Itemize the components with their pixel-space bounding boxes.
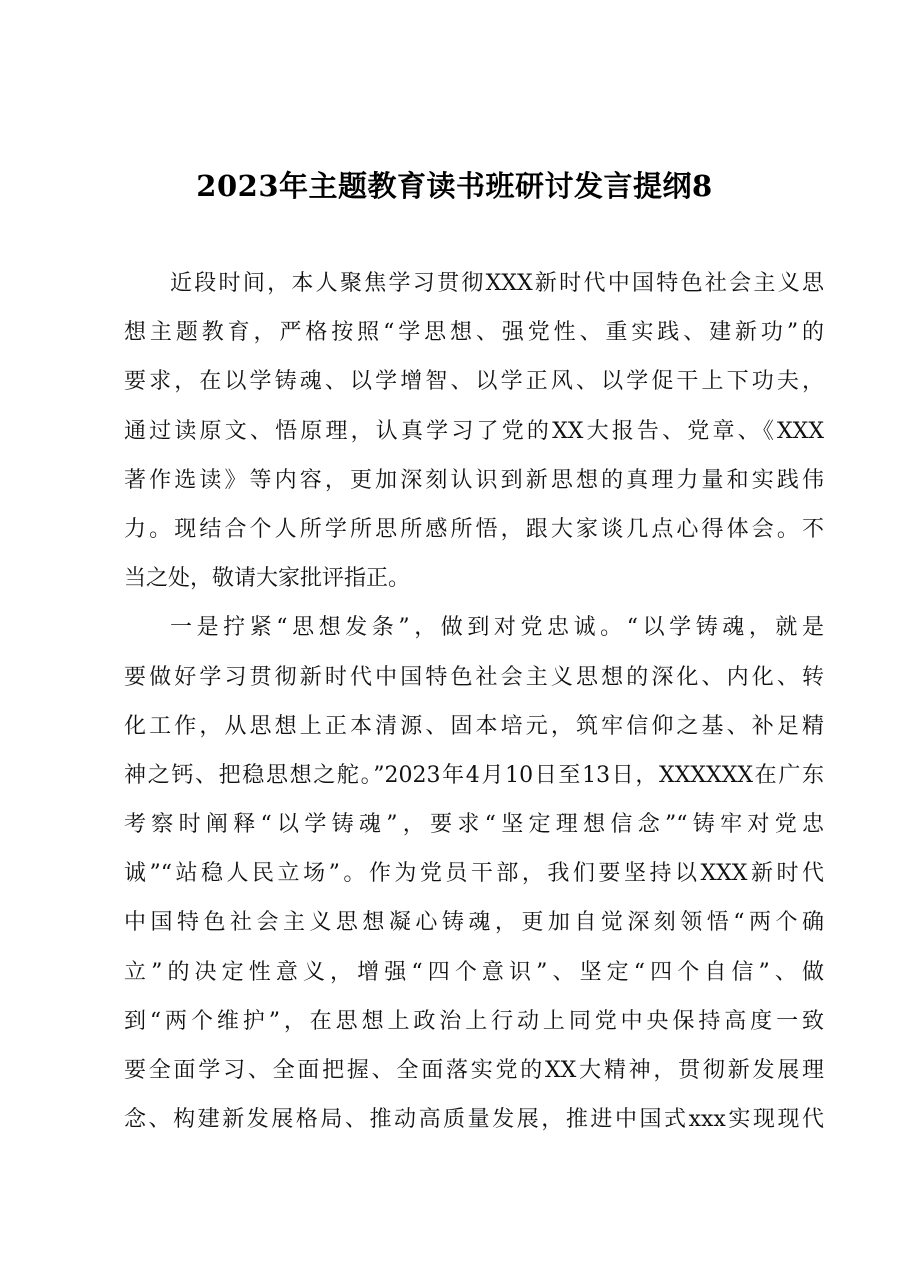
paragraph-line: 著作选读》等内容，更加深刻认识到新思想的真理力量和实践伟 <box>124 467 824 493</box>
paragraph-line: 立”的决定性意义，增强“四个意识”、坚定“四个自信”、做 <box>124 959 824 985</box>
paragraph-line: 要做好学习贯彻新时代中国特色社会主义思想的深化、内化、转 <box>124 664 824 690</box>
paragraph-line: 要全面学习、全面把握、全面落实党的XX大精神，贯彻新发展理 <box>124 1058 824 1083</box>
paragraph-intro <box>124 259 824 603</box>
paragraph-line: 诚”“站稳人民立场”。作为党员干部，我们要坚持以XXX新时代 <box>124 861 824 887</box>
paragraph-line: 通过读原文、悟原理，认真学习了党的XX大报告、党章、《XXX <box>124 418 824 444</box>
paragraph-point-one <box>124 603 824 1144</box>
paragraph-line: 中国特色社会主义思想凝心铸魂，更加自觉深刻领悟“两个确 <box>124 910 824 936</box>
document-body <box>124 259 824 1144</box>
paragraph-line: 力。现结合个人所学所思所感所悟，跟大家谈几点心得体会。不 <box>124 516 824 542</box>
paragraph-line: 一是拧紧“思想发条”，做到对党忠诚。“以学铸魂，就是 <box>170 615 824 641</box>
paragraph-line: 考察时阐释“以学铸魂”，要求“坚定理想信念”“铸牢对党忠 <box>124 812 824 838</box>
paragraph-line: 要求，在以学铸魂、以学增智、以学正风、以学促干上下功夫， <box>124 369 824 395</box>
paragraph-line: 想主题教育，严格按照“学思想、强党性、重实践、建新功”的 <box>124 320 824 346</box>
paragraph-line: 神之钙、把稳思想之舵。”2023年4月10日至13日，XXXXXX在广东 <box>124 762 824 788</box>
paragraph-line: 当之处，敬请大家批评指正。 <box>124 566 411 592</box>
paragraph-line: 化工作，从思想上正本清源、固本培元，筑牢信仰之基、补足精 <box>124 713 824 739</box>
paragraph-line: 念、构建新发展格局、推动高质量发展，推进中国式xxx实现现代 <box>124 1107 824 1133</box>
document-title: 2023年主题教育读书班研讨发言提纲8 <box>196 169 713 203</box>
paragraph-line: 到“两个维护”，在思想上政治上行动上同党中央保持高度一致 <box>124 1008 824 1034</box>
paragraph-line: 近段时间，本人聚焦学习贯彻XXX新时代中国特色社会主义思 <box>170 271 824 296</box>
